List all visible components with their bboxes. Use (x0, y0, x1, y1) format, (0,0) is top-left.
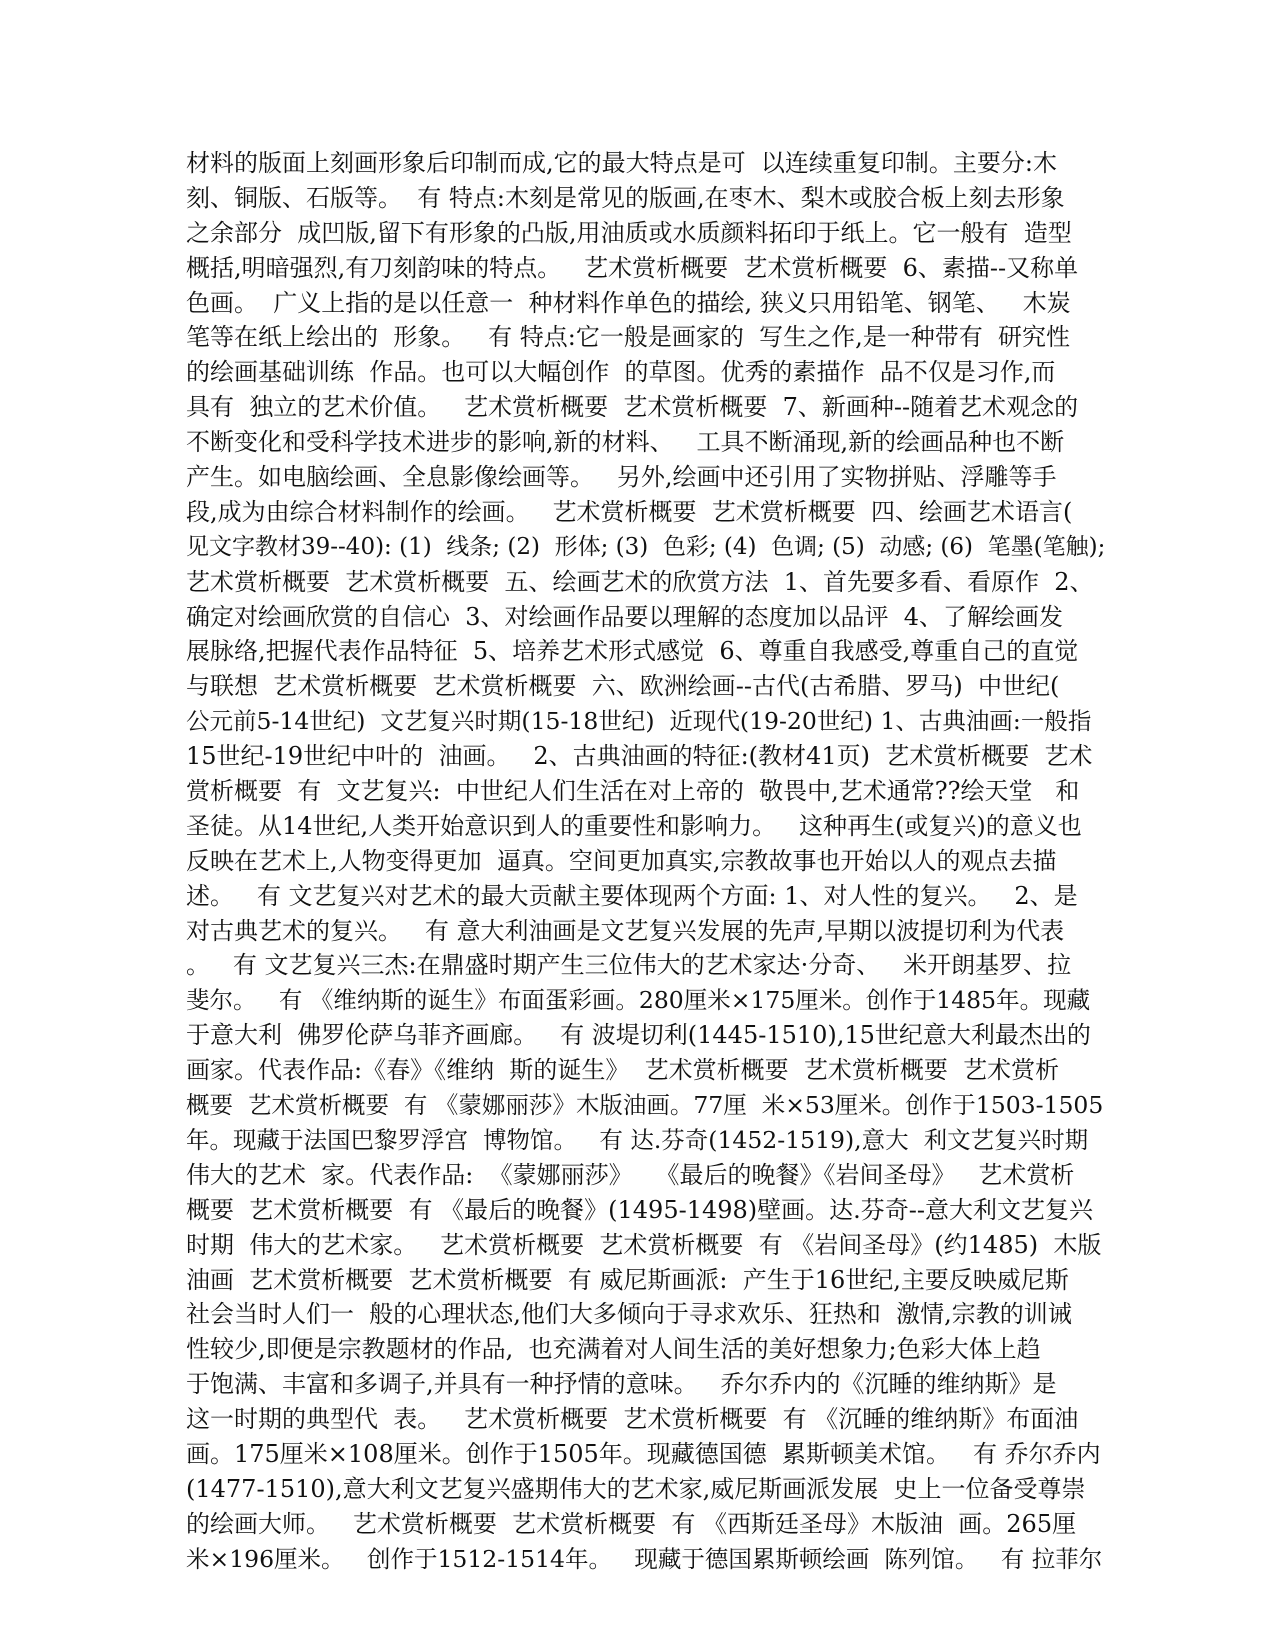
text-line: 的绘画基础训练 作品。也可以大幅创作 的草图。优秀的素描作 品不仅是习作,而 (186, 358, 1056, 387)
text-line: 概要 艺术赏析概要 有 《蒙娜丽莎》木版油画。77厘 米×53厘米。创作于1503-1505 (186, 1091, 1104, 1120)
text-line: 油画 艺术赏析概要 艺术赏析概要 有 威尼斯画派: 产生于16世纪,主要反映威尼斯 (186, 1265, 1069, 1294)
text-line: 15世纪-19世纪中叶的 油画。 2、古典油画的特征:(教材41页) 艺术赏析概要 艺术 (186, 742, 1093, 771)
text-line: 画。175厘米×108厘米。创作于1505年。现藏德国德 累斯顿美术馆。 有 乔尔乔内 (186, 1439, 1101, 1468)
text-line: 段,成为由综合材料制作的绘画。 艺术赏析概要 艺术赏析概要 四、绘画艺术语言( (186, 497, 1073, 526)
text-line: 不断变化和受科学技术进步的影响,新的材料、 工具不断涌现,新的绘画品种也不断 (186, 428, 1065, 457)
text-line: 之余部分 成凹版,留下有形象的凸版,用油质或水质颜料拓印于纸上。它一般有 造型 (186, 218, 1072, 247)
text-line: 伟大的艺术 家。代表作品: 《蒙娜丽莎》 《最后的晚餐》《岩间圣母》 艺术赏析 (186, 1160, 1075, 1189)
text-line: 笔等在纸上绘出的 形象。 有 特点:它一般是画家的 写生之作,是一种带有 研究性 (186, 323, 1071, 352)
text-line: 色画。 广义上指的是以任意一 种材料作单色的描绘, 狭义只用铅笔、钢笔、 木炭 (186, 288, 1071, 317)
text-line: 。 有 文艺复兴三杰:在鼎盛时期产生三位伟大的艺术家达·分奇、 米开朗基罗、拉 (186, 951, 1072, 980)
text-line: 述。 有 文艺复兴对艺术的最大贡献主要体现两个方面: 1、对人性的复兴。 2、是 (186, 881, 1078, 910)
text-line: 米×196厘米。 创作于1512-1514年。 现藏于德国累斯顿绘画 陈列馆。 有 拉菲尔 (186, 1544, 1103, 1573)
text-line: 与联想 艺术赏析概要 艺术赏析概要 六、欧洲绘画--古代(古希腊、罗马) 中世纪( (186, 672, 1060, 701)
body-text (186, 146, 1106, 1577)
text-line: 艺术赏析概要 艺术赏析概要 五、绘画艺术的欣赏方法 1、首先要多看、看原作 2、 (186, 567, 1094, 596)
text-line: 画家。代表作品:《春》《维纳 斯的诞生》 艺术赏析概要 艺术赏析概要 艺术赏析 (186, 1056, 1060, 1085)
text-line: 具有 独立的艺术价值。 艺术赏析概要 艺术赏析概要 7、新画种--随着艺术观念的 (186, 393, 1079, 422)
text-line: 公元前5-14世纪) 文艺复兴时期(15-18世纪) 近现代(19-20世纪) 1、古典油画:一般指 (186, 707, 1092, 736)
text-line: 圣徒。从14世纪,人类开始意识到人的重要性和影响力。 这种再生(或复兴)的意义也 (186, 811, 1082, 840)
text-line: 年。现藏于法国巴黎罗浮宫 博物馆。 有 达.芬奇(1452-1519),意大 利文艺复兴时期 (186, 1125, 1089, 1154)
text-line: 性较少,即便是宗教题材的作品, 也充满着对人间生活的美好想象力;色彩大体上趋 (186, 1335, 1041, 1364)
text-line: (1477-1510),意大利文艺复兴盛期伟大的艺术家,威尼斯画派发展 史上一位备受尊崇 (186, 1474, 1086, 1503)
text-line: 于饱满、丰富和多调子,并具有一种抒情的意味。 乔尔乔内的《沉睡的维纳斯》是 (186, 1370, 1057, 1399)
text-line: 见文字教材39--40): (1) 线条; (2) 形体; (3) 色彩; (4) 色调; (5) 动感; (6) 笔墨(笔触); (186, 533, 1106, 560)
text-line: 材料的版面上刻画形象后印制而成,它的最大特点是可 以连续重复印制。主要分:木 (186, 149, 1057, 177)
text-line: 刻、铜版、石版等。 有 特点:木刻是常见的版画,在枣木、梨木或胶合板上刻去形象 (186, 183, 1065, 212)
text-line: 时期 伟大的艺术家。 艺术赏析概要 艺术赏析概要 有 《岩间圣母》(约1485) 木版 (186, 1230, 1102, 1259)
text-line: 赏析概要 有 文艺复兴: 中世纪人们生活在对上帝的 敬畏中,艺术通常??绘天堂 和 (186, 777, 1080, 806)
text-line: 的绘画大师。 艺术赏析概要 艺术赏析概要 有 《西斯廷圣母》木版油 画。265厘 (186, 1509, 1077, 1538)
text-line: 产生。如电脑绘画、全息影像绘画等。 另外,绘画中还引用了实物拼贴、浮雕等手 (186, 463, 1057, 492)
text-line: 概括,明暗强烈,有刀刻韵味的特点。 艺术赏析概要 艺术赏析概要 6、素描--又称单 (186, 253, 1079, 282)
text-line: 这一时期的典型代 表。 艺术赏析概要 艺术赏析概要 有 《沉睡的维纳斯》布面油 (186, 1405, 1079, 1434)
text-line: 社会当时人们一 般的心理状态,他们大多倾向于寻求欢乐、狂热和 激情,宗教的训诫 (186, 1300, 1072, 1329)
text-line: 于意大利 佛罗伦萨乌菲齐画廊。 有 波堤切利(1445-1510),15世纪意大利最杰出的 (186, 1021, 1091, 1050)
text-line: 概要 艺术赏析概要 有 《最后的晚餐》(1495-1498)壁画。达.芬奇--意大利文艺复兴 (186, 1195, 1093, 1224)
text-line: 斐尔。 有 《维纳斯的诞生》布面蛋彩画。280厘米×175厘米。创作于1485年。现藏 (186, 986, 1091, 1015)
text-line: 对古典艺术的复兴。 有 意大利油画是文艺复兴发展的先声,早期以波提切利为代表 (186, 916, 1065, 945)
text-line: 确定对绘画欣赏的自信心 3、对绘画作品要以理解的态度加以品评 4、了解绘画发 (186, 602, 1064, 631)
text-line: 展脉络,把握代表作品特征 5、培养艺术形式感觉 6、尊重自我感受,尊重自己的直觉 (186, 637, 1079, 666)
text-line: 反映在艺术上,人物变得更加 逼真。空间更加真实,宗教故事也开始以人的观点去描 (186, 846, 1057, 875)
